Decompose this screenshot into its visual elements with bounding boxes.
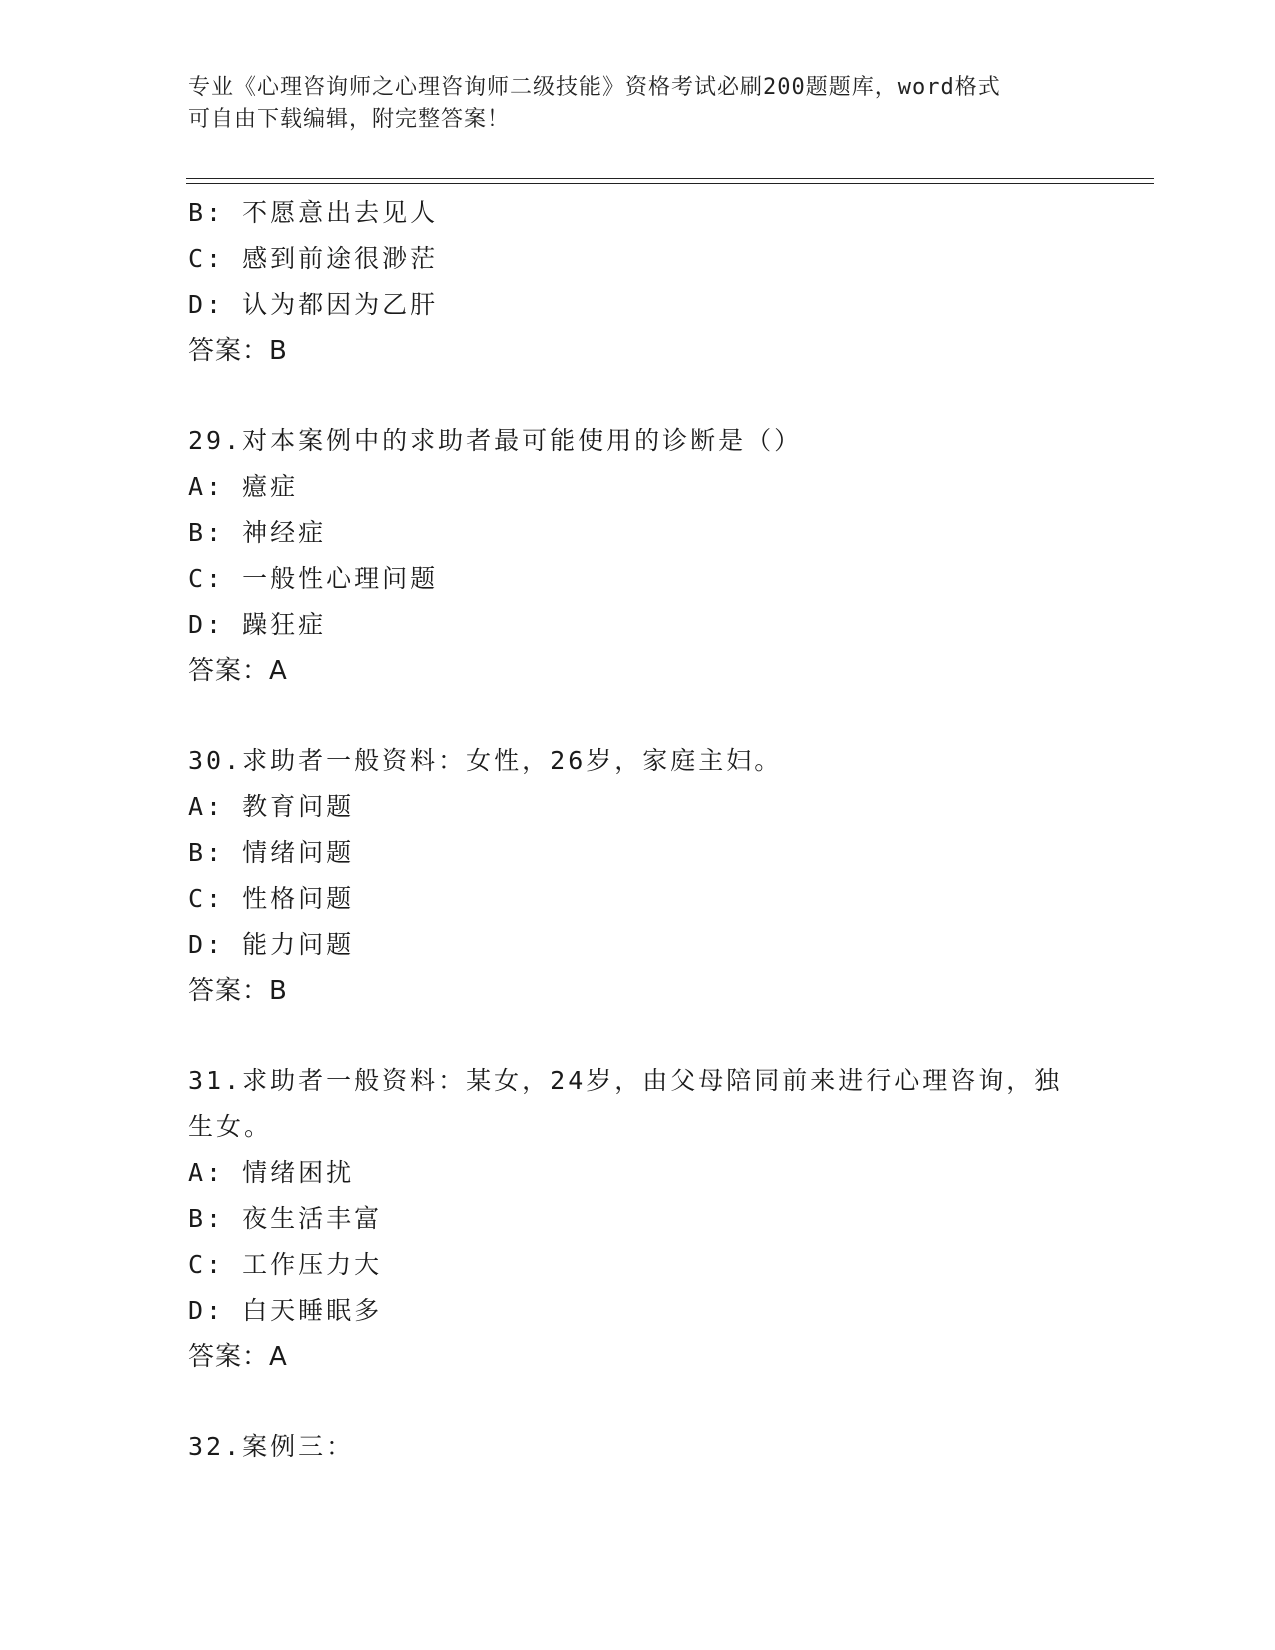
header-divider-top	[186, 178, 1154, 179]
question-block-29	[188, 418, 1088, 694]
option-b: B: 夜生活丰富	[188, 1204, 383, 1233]
option-d: D: 白天睡眠多	[188, 1296, 383, 1325]
question-block-28	[188, 190, 1088, 374]
question-block-30	[188, 738, 1088, 1014]
option-c: C: 感到前途很渺茫	[188, 244, 439, 273]
header-line-2: 可自由下载编辑，附完整答案！	[188, 107, 511, 132]
option-b: B: 神经症	[188, 518, 327, 547]
header-line-1: 专业《心理咨询师之心理咨询师二级技能》资格考试必刷200题题库，word格式	[188, 75, 1001, 100]
question-block-32	[188, 1424, 1088, 1470]
option-c: C: 一般性心理问题	[188, 564, 439, 593]
question-stem: 29.对本案例中的求助者最可能使用的诊断是（）	[188, 426, 803, 455]
option-d: D: 躁狂症	[188, 610, 327, 639]
question-stem: 30.求助者一般资料：女性，26岁，家庭主妇。	[188, 746, 783, 775]
option-b: B: 不愿意出去见人	[188, 198, 439, 227]
option-a: A: 癔症	[188, 472, 299, 501]
header-divider-bottom	[186, 183, 1154, 184]
question-stem: 32.案例三：	[188, 1432, 355, 1461]
option-a: A: 教育问题	[188, 792, 355, 821]
answer-label: 答案：B	[188, 976, 288, 1006]
answer-label: 答案：B	[188, 336, 288, 366]
question-block-31	[188, 1058, 1088, 1380]
question-stem: 31.求助者一般资料：某女，24岁，由父母陪同前来进行心理咨询，独生女。	[188, 1066, 1063, 1141]
option-d: D: 认为都因为乙肝	[188, 290, 439, 319]
option-b: B: 情绪问题	[188, 838, 355, 867]
option-c: C: 性格问题	[188, 884, 355, 913]
option-c: C: 工作压力大	[188, 1250, 383, 1279]
question-list	[188, 190, 1088, 1470]
document-header	[188, 72, 1088, 136]
option-d: D: 能力问题	[188, 930, 355, 959]
answer-label: 答案：A	[188, 656, 288, 686]
option-a: A: 情绪困扰	[188, 1158, 355, 1187]
answer-label: 答案：A	[188, 1342, 288, 1372]
